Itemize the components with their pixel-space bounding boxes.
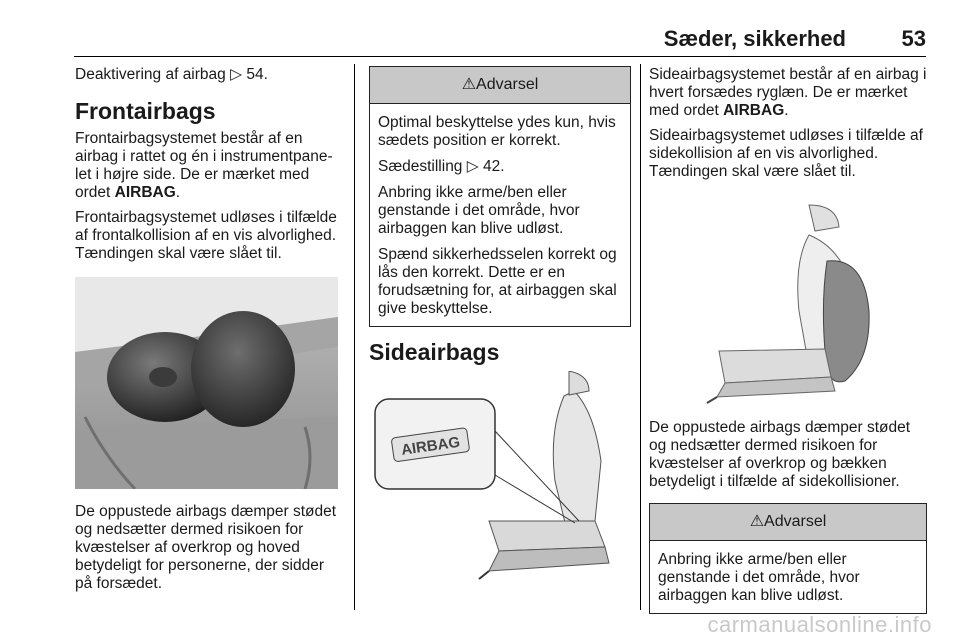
header-rule (74, 56, 926, 57)
section-title: Sæder, sikkerhed (663, 26, 846, 51)
page-reference-link[interactable]: 42. (482, 158, 505, 175)
page-reference-icon: ▷ (466, 158, 479, 175)
frontairbags-heading: Frontairbags (75, 98, 216, 124)
frontairbags-paragraph-1: Frontairbagsystemet består af en airbag i rattet og én i instrumentpane-let i højre side. De er mærket med ordet AIRBAG. (75, 130, 333, 201)
column-2 (369, 66, 631, 581)
warning-box-2 (649, 503, 927, 614)
warning-text-4: Spænd sikkerhedsselen korrekt og lås den korrekt. Dette er en forudsætning for, at airbaggen skal give beskyttelse. (378, 246, 617, 317)
warning-header: ⚠Advarsel (370, 67, 630, 104)
warning-text-2: Sædestilling ▷ 42. (378, 158, 505, 175)
seat-illustration (369, 371, 631, 581)
side-airbag-figure (649, 191, 927, 405)
side-airbag-illustration (649, 191, 927, 405)
page-reference-link[interactable]: 54. (246, 66, 268, 83)
warning-icon: ⚠ (749, 513, 765, 530)
column-divider-1 (354, 64, 355, 610)
warning-icon: ⚠ (461, 76, 477, 93)
seat-airbag-label-figure (369, 371, 631, 581)
deactivation-reference: Deaktivering af airbag ▷ 54. (75, 66, 268, 83)
page-reference-icon: ▷ (230, 66, 243, 83)
side-airbags-caption: De oppustede airbags dæmper stødet og nedsætter dermed risikoen for kvæstelser af overkrop og bækken betydeligt i tilfælde af sidekollisioner. (649, 419, 911, 490)
column-3 (649, 66, 927, 614)
front-airbags-illustration (75, 277, 338, 489)
warning-text-3: Anbring ikke arme/ben eller genstande i det område, hvor airbaggen kan blive udløst. (378, 184, 580, 237)
page-header (74, 18, 926, 51)
warning-text-1: Optimal beskyttelse ydes kun, hvis sædets position er korrekt. (378, 114, 616, 149)
page-number: 53 (901, 26, 926, 51)
frontairbags-paragraph-2: Frontairbagsystemet udløses i tilfælde af frontalkollision af en vis alvorlighed. Tændingen skal være slået til. (75, 209, 337, 262)
warning-text-5: Anbring ikke arme/ben eller genstande i det område, hvor airbaggen kan blive udløst. (658, 551, 860, 604)
watermark: carmanualsonline.info (707, 612, 932, 637)
sideairbags-paragraph-2: Sideairbagsystemet udløses i tilfælde af sidekollision af en vis alvorlighed. Tændingen skal være slået til. (649, 127, 923, 180)
sideairbags-heading: Sideairbags (369, 339, 500, 365)
sideairbags-paragraph-1: Sideairbagsystemet består af en airbag i hvert forsædes ryglæn. De er mærket med ordet AIRBAG. (649, 66, 927, 119)
column-1 (75, 66, 345, 600)
warning-header-2: ⚠Advarsel (650, 504, 926, 541)
warning-box (369, 66, 631, 327)
column-divider-2 (640, 64, 641, 610)
front-airbags-figure (75, 277, 338, 489)
front-airbags-caption: De oppustede airbags dæmper stødet og nedsætter dermed risikoen for kvæstelser af overkrop og hoved betydeligt for personerne, der sidder på forsædet. (75, 503, 337, 592)
passenger-airbag (191, 311, 295, 427)
airbag-label-text: AIRBAG (400, 433, 462, 459)
warning-body (370, 104, 630, 326)
warning-body-2 (650, 541, 926, 613)
